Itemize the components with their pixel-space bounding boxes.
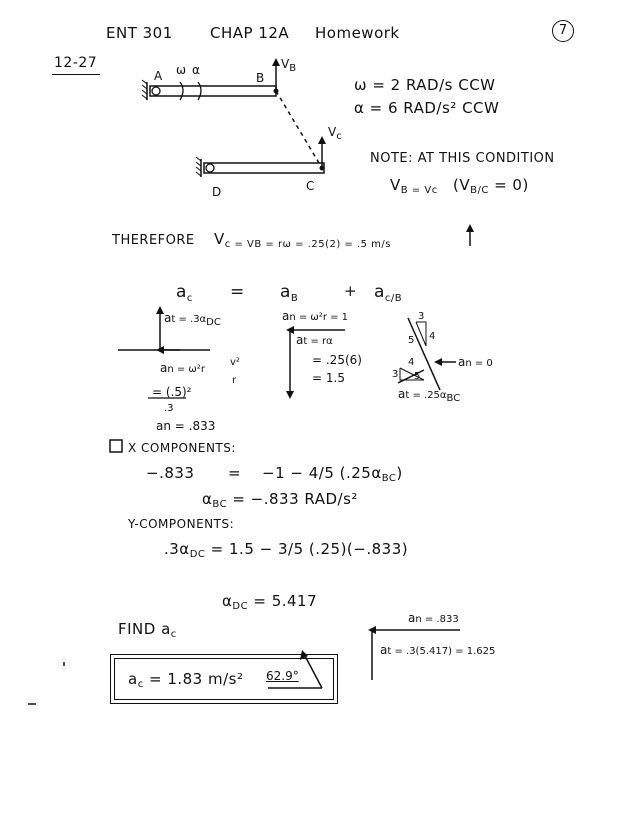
- answer-text: $a_c = 1.83$ m/s²: [128, 670, 244, 690]
- colc-den: .3: [164, 403, 174, 414]
- colc-v2: v²: [230, 357, 240, 368]
- final-an: an = .833: [408, 611, 459, 625]
- given-alpha: α = 6 RAD/s² CCW: [354, 99, 500, 117]
- accel-plus: +: [344, 282, 358, 300]
- colc-at: at = $.3\alpha_{DC}$: [164, 311, 221, 328]
- bar-ab: [150, 86, 276, 96]
- condition: $V_{B = Vc}$ $(V_{B/C} = 0)$: [390, 176, 529, 196]
- colb-at: at = rα: [296, 333, 333, 347]
- acb-incline-line: [408, 318, 440, 390]
- omega-arrow: [180, 82, 183, 100]
- label-a: A: [154, 69, 163, 83]
- given-omega: ω = 2 RAD/s CCW: [354, 76, 496, 94]
- colb-l3: = 1.5: [312, 371, 345, 385]
- colb-an: an = ω²r = 1: [282, 309, 349, 323]
- note: NOTE: AT THIS CONDITION: [370, 151, 555, 166]
- x-eq1-rhs: −1 − 4/5 $(.25\alpha_{BC})$: [262, 464, 403, 484]
- colcb-an: an = 0: [458, 355, 493, 369]
- colc-an: an = ω²r: [160, 361, 205, 375]
- therefore-equation: $V_{c = VB = r\omega = .25(2) = .5 m/s}$: [214, 230, 392, 250]
- answer-angle: 62.9°: [266, 669, 299, 683]
- colc-result: an = .833: [156, 419, 216, 433]
- pin-a: [152, 87, 160, 95]
- header-course: ENT 301: [106, 24, 173, 42]
- label-b: B: [256, 71, 265, 85]
- y-eq: $.3\alpha_{DC} = 1.5 - 3/5$ (.25)(−.833): [164, 540, 409, 560]
- alpha-arrow: [198, 82, 201, 100]
- colc-r: r: [232, 375, 237, 386]
- problem-number: 12-27: [54, 55, 98, 71]
- final-at: at = .3(5.417) = 1.625: [380, 643, 496, 657]
- label-vc: $V_c$: [328, 125, 342, 142]
- header-homework: Homework: [315, 24, 400, 42]
- x-eq2: $\alpha_{BC} = -.833$ RAD/s²: [202, 490, 358, 510]
- label-d: D: [212, 185, 222, 199]
- tri-upper-3: 3: [418, 311, 425, 322]
- label-c: C: [306, 179, 315, 193]
- tri-lower-3: 3: [392, 369, 399, 380]
- accel-lhs: $a_c$: [176, 282, 193, 304]
- label-alpha: α: [192, 63, 200, 77]
- y-components-label: Y-COMPONENTS:: [128, 517, 235, 531]
- alpha-dc: $\alpha_{DC} = 5.417$: [222, 592, 318, 612]
- label-vb: $V_B$: [281, 57, 297, 74]
- bar-bc-dashed: [276, 91, 322, 168]
- find-label: FIND $a_c$: [118, 620, 177, 640]
- accel-t1: $a_B$: [280, 282, 299, 304]
- pin-d: [206, 164, 214, 172]
- accel-t2: $a_{c/B}$: [374, 282, 403, 304]
- colcb-at: at = $.25\alpha_{BC}$: [398, 387, 461, 404]
- tri-upper-4: 4: [429, 331, 436, 342]
- tri-lower-5: 5: [414, 371, 421, 382]
- colc-num: = (.5)²: [152, 385, 192, 399]
- x-eq1-eq: =: [228, 464, 242, 482]
- tri-lower-4: 4: [408, 357, 415, 368]
- tri-upper-5: 5: [408, 335, 415, 346]
- x-eq1-lhs: −.833: [146, 464, 195, 482]
- page-number: 7: [558, 23, 568, 38]
- colb-l2: = .25(6): [312, 353, 362, 367]
- bar-dc: [204, 163, 324, 173]
- therefore-label: THEREFORE: [112, 233, 195, 248]
- label-omega: ω: [176, 63, 187, 77]
- x-components-label: X COMPONENTS:: [128, 441, 236, 455]
- header-chapter: CHAP 12A: [210, 24, 290, 42]
- accel-eq: =: [230, 282, 245, 302]
